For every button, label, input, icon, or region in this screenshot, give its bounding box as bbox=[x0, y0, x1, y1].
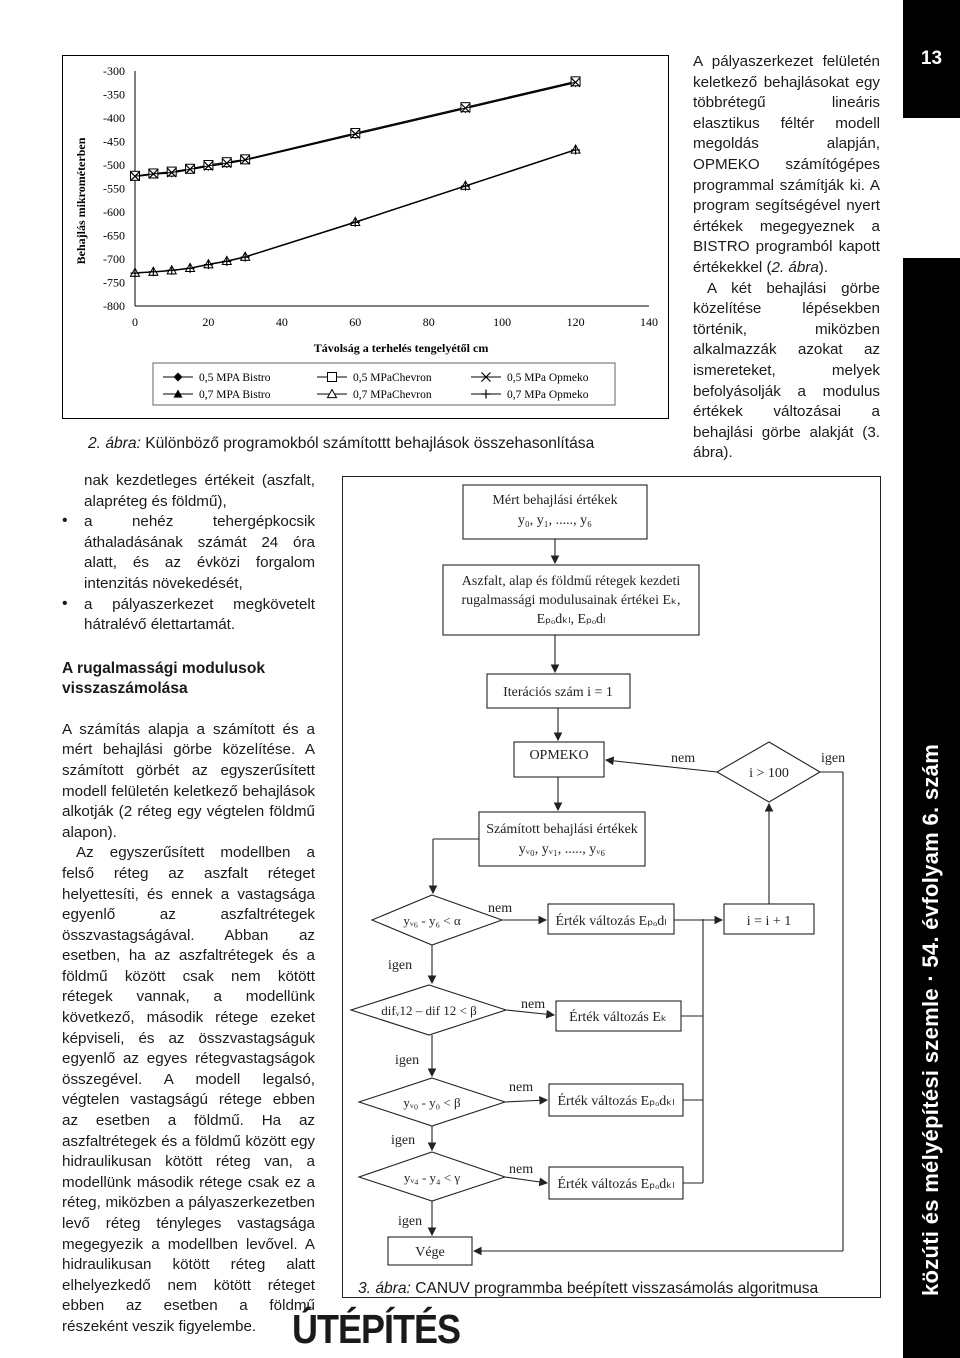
chart-y-tick-label: -450 bbox=[103, 134, 125, 149]
text-change-podl: Érték változás Eₚₒdₗ bbox=[555, 914, 667, 929]
chart-x-tick-label: 120 bbox=[566, 315, 585, 329]
chart-legend-item bbox=[471, 372, 589, 384]
chart-point bbox=[571, 77, 580, 86]
chart-x-tick-label: 60 bbox=[349, 315, 362, 329]
left-column bbox=[62, 471, 315, 1338]
chart-y-tick-label: -300 bbox=[103, 64, 125, 78]
chart-ylabel: Behajlás mikrométerben bbox=[74, 137, 88, 265]
right-paragraph-1 bbox=[693, 52, 880, 279]
text-cond-2: difᵥ12 – dif 12 < β bbox=[381, 1003, 477, 1018]
text-iteration: Iterációs szám i = 1 bbox=[503, 685, 613, 700]
chart-y-tick-label: -600 bbox=[103, 205, 125, 219]
chart-series-line bbox=[135, 150, 576, 273]
box-computed bbox=[479, 812, 645, 866]
chart-legend-label: 0,5 MPa Opmeko bbox=[507, 372, 589, 384]
text-change-podkl: Érték változás Eₚₒdₖₗ bbox=[557, 1094, 675, 1109]
chart-series-1 bbox=[131, 77, 581, 180]
text-computed-title: Számított behajlási értékek bbox=[486, 822, 638, 837]
chart-x-tick-label: 80 bbox=[422, 315, 435, 329]
chart-x-tick-label: 100 bbox=[493, 315, 512, 329]
chart-legend-label: 0,7 MPA Bistro bbox=[199, 389, 271, 401]
chart-y-tick-label: -750 bbox=[103, 275, 125, 290]
text-computed-values: yᵥ₀, yᵥ₁, ....., yᵥ₆ bbox=[518, 842, 606, 857]
bullet-icon: • bbox=[62, 512, 68, 530]
text-measured-title: Mért behajlási értékek bbox=[492, 493, 618, 508]
text-cond-i: i > 100 bbox=[749, 766, 789, 781]
figure-3-flowchart bbox=[342, 476, 881, 1298]
text-end: Vége bbox=[415, 1245, 445, 1260]
label-nem: nem bbox=[521, 997, 546, 1012]
chart-series-line bbox=[135, 150, 576, 273]
chart-xlabel: Távolság a terhelés tengelyétől cm bbox=[313, 341, 489, 355]
chart-y-tick-label: -700 bbox=[103, 252, 125, 266]
journal-title-text: közúti és mélyépítési szemle · 54. évfolyam 6. szám bbox=[918, 743, 944, 1297]
left-intro: nak kezdetleges értékeit (aszfalt, alapréteg és földmű), bbox=[84, 472, 315, 510]
right-column bbox=[693, 52, 880, 464]
chart-y-tick-label: -400 bbox=[103, 111, 125, 125]
bullet-icon: • bbox=[62, 594, 68, 612]
caption-text: CANUV programmba beépített visszasámolás algoritmusa bbox=[410, 1280, 819, 1297]
text-opmeko: OPMEKO bbox=[529, 748, 589, 763]
bullet-text: a nehéz tehergépkocsik áthaladásának számát 24 óra alatt, és az évközi forgalom intenzitás növekedését, bbox=[84, 513, 315, 592]
right-p1-ref: 2. ábra bbox=[771, 258, 819, 276]
list-item bbox=[62, 595, 315, 636]
left-paragraph-1: A számítás alapja a számított és a mért behajlási görbe közelítése. A számított görbét az egyszerűsített modell felületén keletkező behajlások alkotják (2 réteg egy végtelen földmű alapon). bbox=[62, 720, 315, 841]
text-change-podkl-2: Érték változás Eₚₒdₖₗ bbox=[557, 1177, 675, 1192]
chart-series-5 bbox=[131, 145, 581, 277]
chart-legend-marker bbox=[482, 390, 491, 399]
left-paragraph-2: Az egyszerűsített modellben a felső réteg az aszfalt réteget helyettesíti, és ennek a vastagsága egyenlő az aszfaltrétegek összvastagságával. Abban az esetben, ha az aszfaltrétegek és a földmű között csak nem kötött rétegek vannak, a modellünk következő, második rétege ezeket képviseli, és az összvastagságuk egyenlő az egyes rétegvastagságok összegével. A modell legalsó, végtelen vastagságú rétege ebben az esetben a földmű. Ha az aszfaltrétegek és a földmű között egy hidraulikusan kötött réteg van, a modellünk második rétege csak ez a réteg, miközben a pályaszerkezetben levő réteg tényleges vastagsága megegyezik a modellben levővel. A hidraulikusan kötött réteg alatt elhelyezkedő nem kötött réteget ebben az esetben a földmű részeként veszik figyelembe. bbox=[62, 844, 315, 1335]
journal-title-vertical bbox=[903, 740, 960, 1300]
label-nem: nem bbox=[509, 1162, 534, 1177]
chart-x-tick-label: 140 bbox=[640, 315, 658, 329]
label-igen: igen bbox=[821, 751, 846, 766]
text-measured-values: y₀, y₁, ....., y₆ bbox=[517, 513, 593, 528]
chart-legend-marker bbox=[328, 373, 337, 382]
chart-legend-label: 0,5 MPaChevron bbox=[353, 372, 432, 384]
text-increment: i = i + 1 bbox=[746, 914, 792, 929]
chart-legend-label: 0,7 MPa Opmeko bbox=[507, 389, 589, 401]
chart-legend-item bbox=[163, 389, 271, 401]
label-igen: igen bbox=[398, 1214, 423, 1229]
right-paragraph-2: A két behajlási görbe közelítése lépésekben történik, miközben alkalmazzák azokat az ismereteket, melyek befolyásolják a modulus értékek változásai a behajlási görbe alakját (3. ábra). bbox=[693, 279, 880, 462]
text-cond-3: yᵥ₀ - y₀ < β bbox=[403, 1095, 461, 1110]
caption-text: Különböző programokból számítottt behajlások összehasonlítása bbox=[140, 435, 595, 452]
chart-x-tick-label: 0 bbox=[132, 315, 138, 329]
text-init-3: Eₚₒdₖₗ, Eₚₒdₗ bbox=[536, 612, 606, 627]
chart-svg bbox=[63, 56, 668, 418]
chart-y-tick-label: -500 bbox=[103, 158, 125, 172]
chart-legend-label: 0,5 MPA Bistro bbox=[199, 372, 271, 384]
figure-2-chart bbox=[62, 55, 669, 419]
text-change-k: Érték változás Eₖ bbox=[569, 1010, 667, 1025]
caption-label: 3. ábra: bbox=[358, 1280, 411, 1297]
figure-3-caption bbox=[358, 1280, 818, 1298]
bullet-text: a pályaszerkezet megkövetelt hátralévő élettartamát. bbox=[84, 595, 315, 634]
chart-y-tick-label: -550 bbox=[103, 181, 125, 196]
label-igen: igen bbox=[395, 1053, 420, 1068]
section-heading: A rugalmassági modulusok visszaszámolása bbox=[62, 659, 266, 697]
right-p1-end: ). bbox=[818, 258, 829, 276]
chart-x-tick-label: 20 bbox=[202, 315, 215, 329]
chart-legend-item bbox=[471, 389, 589, 401]
sidebar-gap bbox=[903, 118, 960, 258]
text-cond-4: yᵥ₄ - y₄ < γ bbox=[403, 1170, 461, 1185]
chart-legend-label: 0,7 MPaChevron bbox=[353, 389, 432, 401]
text-init-2: rugalmassági modulusainak értékei Eₖ, bbox=[461, 593, 681, 608]
chart-series-3 bbox=[131, 145, 581, 276]
label-nem: nem bbox=[488, 901, 513, 916]
chart-y-tick-label: -650 bbox=[103, 228, 125, 243]
caption-label: 2. ábra: bbox=[88, 435, 141, 452]
page-number: 13 bbox=[903, 0, 960, 118]
text-init-1: Aszfalt, alap és földmű rétegek kezdeti bbox=[461, 574, 681, 589]
chart-legend-marker bbox=[174, 373, 183, 382]
text-cond-1: yᵥ₆ - y₆ < α bbox=[403, 913, 461, 928]
chart-legend-item bbox=[317, 389, 432, 401]
chart-y-tick-label: -350 bbox=[103, 87, 125, 102]
label-igen: igen bbox=[388, 958, 413, 973]
label-igen: igen bbox=[391, 1133, 416, 1148]
list-item bbox=[62, 512, 315, 594]
right-p1-text: A pályaszerkezet felületén keletkező behajlásokat egy többrétegű lineáris elasztikus féltér modell megoldás alapján, OPMEKO számítógépes programmal számítják ki. A program segítségével nyert értékek megegyeznek a BISTRO programból kapott értékekkel ( bbox=[693, 53, 880, 276]
chart-legend-item bbox=[163, 372, 271, 384]
label-nem: nem bbox=[671, 751, 696, 766]
figure-2-caption bbox=[88, 435, 594, 453]
flowchart-svg bbox=[343, 477, 880, 1297]
chart-legend-item bbox=[317, 372, 432, 384]
chart-y-tick-label: -800 bbox=[103, 299, 125, 313]
label-nem: nem bbox=[509, 1080, 534, 1095]
chart-series-4 bbox=[131, 145, 581, 276]
magazine-logo: ÚTÉPÍTÉS bbox=[292, 1306, 461, 1352]
chart-x-tick-label: 40 bbox=[275, 315, 288, 329]
